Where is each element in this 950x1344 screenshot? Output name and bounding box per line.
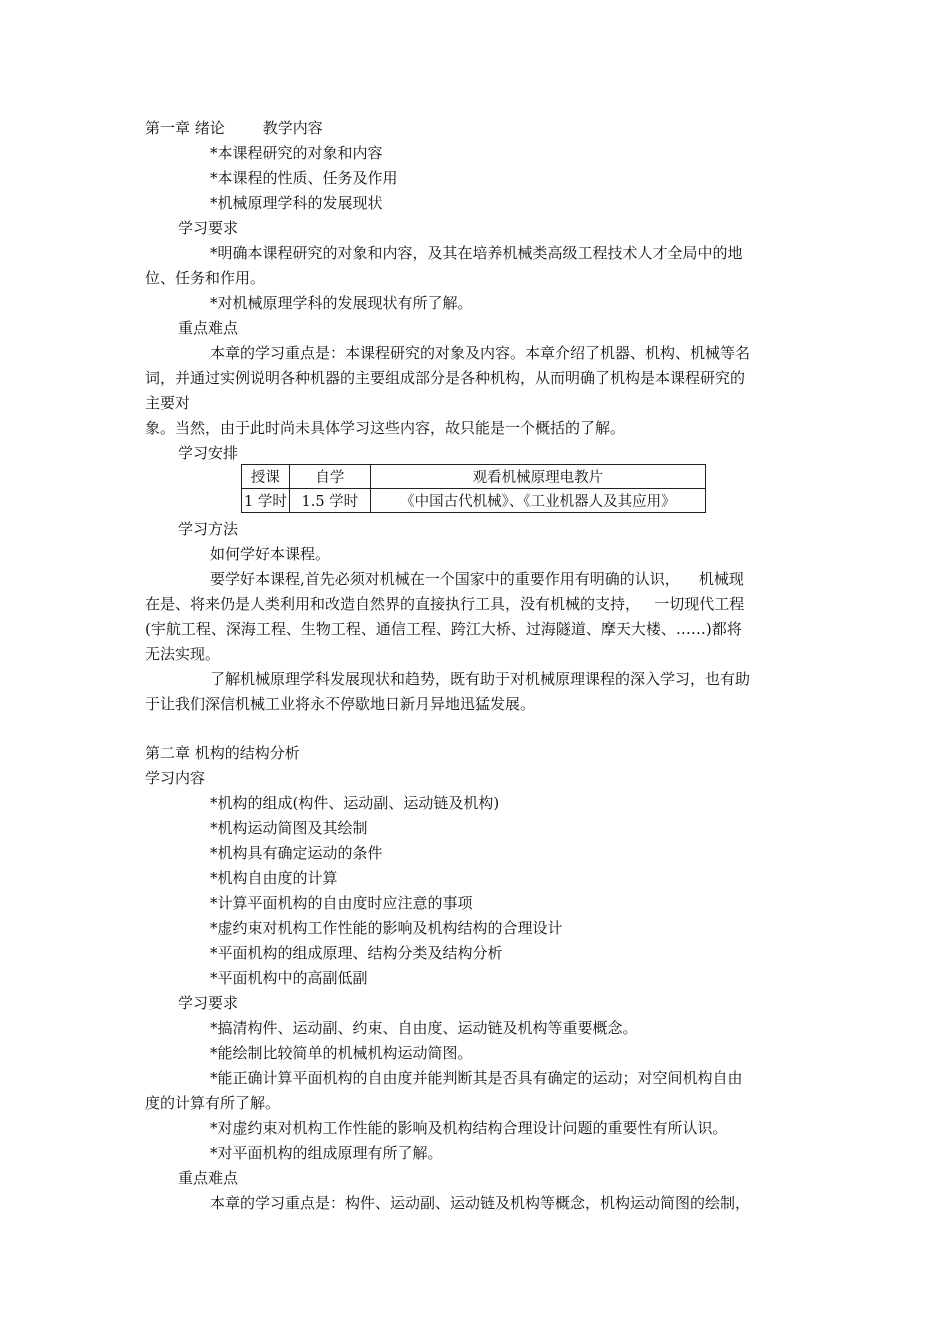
content-item: *平面机构的组成原理、结构分类及结构分析 (210, 944, 503, 962)
paragraph-line: 了解机械原理学科发展现状和趋势，既有助于对机械原理课程的深入学习，也有助 (210, 670, 751, 688)
paragraph-line: 象。当然，由于此时尚未具体学习这些内容，故只能是一个概括的了解。 (145, 419, 626, 437)
requirement-text: *对平面机构的组成原理有所了解。 (210, 1144, 443, 1162)
content-item: *平面机构中的高副低副 (210, 969, 368, 987)
content-item: *机构运动简图及其绘制 (210, 819, 368, 837)
paragraph-line: 要学好本课程,首先必须对机械在一个国家中的重要作用有明确的认识， 机械现 (210, 570, 744, 588)
table-cell: 1 学时 (242, 489, 290, 513)
section-title-requirements: 学习要求 (178, 219, 239, 237)
requirement-text: 度的计算有所了解。 (145, 1094, 281, 1112)
chapter-1-heading: 第一章 绪论 (145, 119, 225, 137)
content-item: *机械原理学科的发展现状 (210, 194, 383, 212)
paragraph-line: 本章的学习重点是：本课程研究的对象及内容。本章介绍了机器、机构、机械等名 (210, 344, 751, 362)
schedule-table (241, 464, 706, 513)
paragraph-line: 如何学好本课程。 (210, 545, 331, 563)
requirement-text: *能正确计算平面机构的自由度并能判断其是否具有确定的运动；对空间机构自由 (210, 1069, 743, 1087)
requirement-text: 位、任务和作用。 (145, 269, 266, 287)
table-header-cell: 自学 (289, 465, 370, 489)
content-item: *机构自由度的计算 (210, 869, 338, 887)
content-item: *机构的组成(构件、运动副、运动链及机构) (210, 794, 500, 812)
chapter-1-heading-line (145, 118, 323, 138)
table-row (242, 489, 706, 513)
requirement-text: *能绘制比较简单的机械机构运动简图。 (210, 1044, 473, 1062)
paragraph-line: (宇航工程、深海工程、生物工程、通信工程、跨江大桥、过海隧道、摩天大楼、……)都将 (145, 620, 742, 638)
table-cell: 《中国古代机械》、《工业机器人及其应用》 (370, 489, 705, 513)
teaching-content-title: 教学内容 (262, 119, 323, 137)
paragraph-line: 词，并通过实例说明各种机器的主要组成部分是各种机构，从而明确了机构是本课程研究的 (145, 369, 746, 387)
table-header-cell: 授课 (242, 465, 290, 489)
requirement-text: *搞清构件、运动副、约束、自由度、运动链及机构等重要概念。 (210, 1019, 638, 1037)
chapter-2-heading: 第二章 机构的结构分析 (145, 744, 300, 762)
content-item: *本课程研究的对象和内容 (210, 144, 383, 162)
content-item: *本课程的性质、任务及作用 (210, 169, 398, 187)
section-title-requirements: 学习要求 (178, 994, 239, 1012)
section-title-schedule: 学习安排 (178, 444, 239, 462)
requirement-text: *明确本课程研究的对象和内容，及其在培养机械类高级工程技术人才全局中的地 (210, 244, 743, 262)
requirement-text: *对虚约束对机构工作性能的影响及机构结构合理设计问题的重要性有所认识。 (210, 1119, 728, 1137)
content-item: *机构具有确定运动的条件 (210, 844, 383, 862)
requirement-text: *对机械原理学科的发展现状有所了解。 (210, 294, 473, 312)
table-cell: 1.5 学时 (289, 489, 370, 513)
table-header-row (242, 465, 706, 489)
section-title-method: 学习方法 (178, 520, 239, 538)
content-item: *计算平面机构的自由度时应注意的事项 (210, 894, 473, 912)
table-header-cell: 观看机械原理电教片 (370, 465, 705, 489)
section-title-content: 学习内容 (145, 769, 206, 787)
section-title-key-points: 重点难点 (178, 1169, 239, 1187)
section-title-key-points: 重点难点 (178, 319, 239, 337)
paragraph-line: 本章的学习重点是：构件、运动副、运动链及机构等概念，机构运动简图的绘制， (210, 1194, 751, 1212)
content-item: *虚约束对机构工作性能的影响及机构结构的合理设计 (210, 919, 563, 937)
paragraph-line: 主要对 (145, 394, 191, 412)
paragraph-line: 于让我们深信机械工业将永不停歇地日新月异地迅猛发展。 (145, 695, 536, 713)
paragraph-line: 在是、将来仍是人类利用和改造自然界的直接执行工具，没有机械的支持， 一切现代工程 (145, 595, 745, 613)
paragraph-line: 无法实现。 (145, 645, 221, 663)
